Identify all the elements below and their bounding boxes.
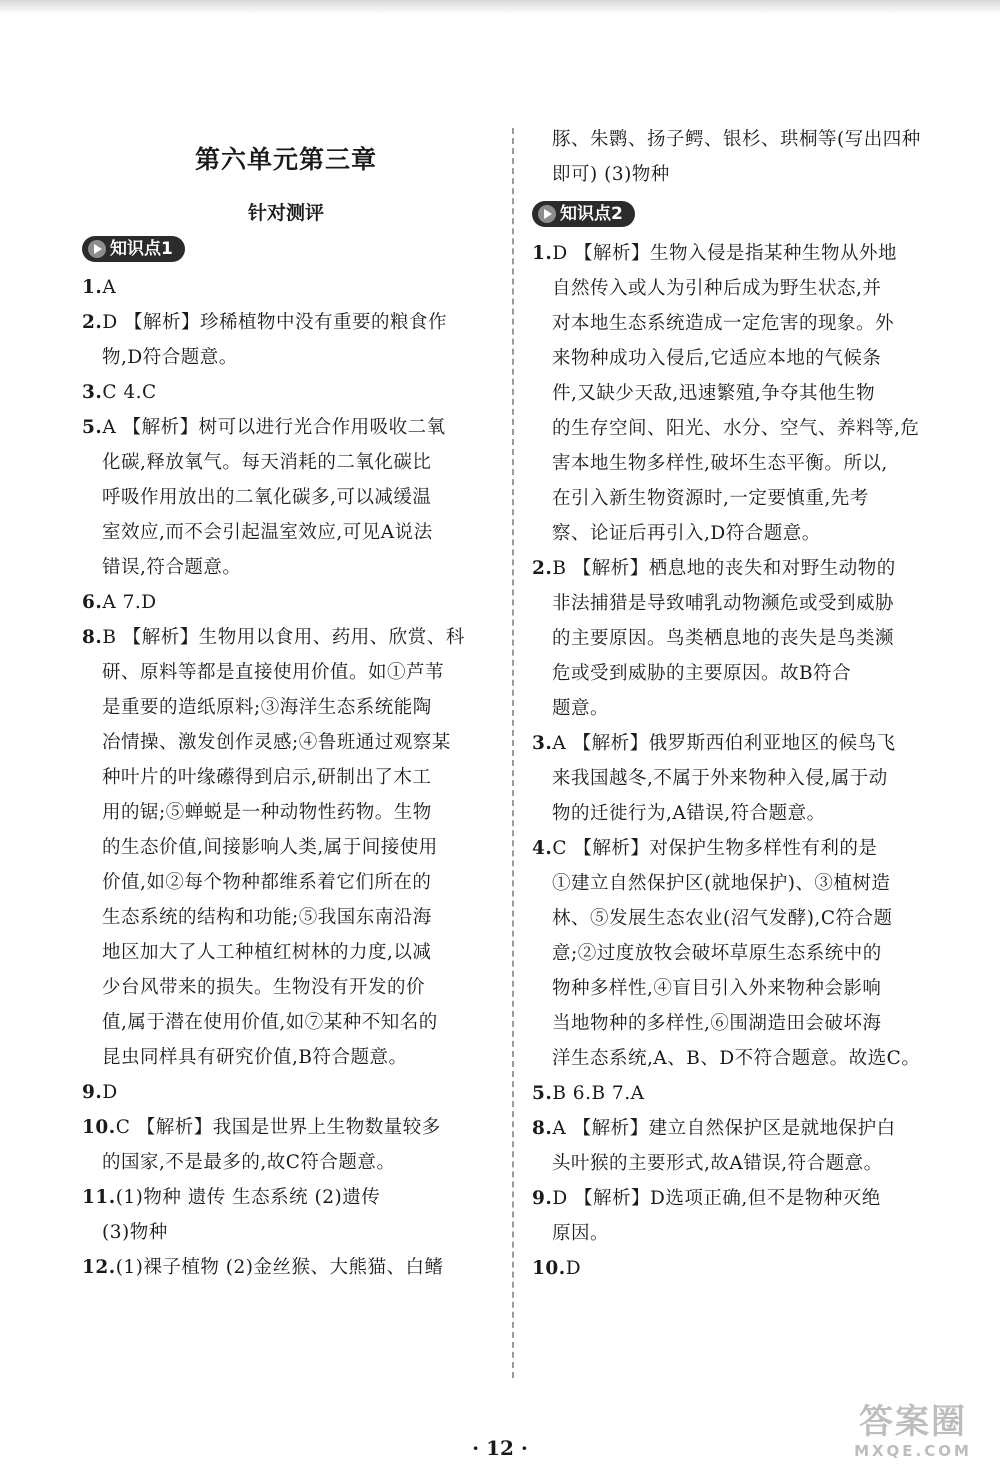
answer-line xyxy=(82,305,490,340)
answer-text: 害本地生物多样性,破坏生态平衡。所以, xyxy=(552,453,888,474)
page-top-edge xyxy=(0,0,1000,14)
answer-text: A xyxy=(102,277,117,298)
answer-item xyxy=(82,620,490,1075)
answer-item xyxy=(532,1251,932,1286)
answer-text: 察、论证后再引入,D符合题意。 xyxy=(552,523,821,544)
question-number: 9. xyxy=(82,1082,103,1103)
answer-text: A 【解析】俄罗斯西伯利亚地区的候鸟飞 xyxy=(552,733,896,754)
question-number: 12. xyxy=(82,1257,116,1278)
section-subtitle: 针对测评 xyxy=(247,202,324,224)
knowledge-point-1-badge xyxy=(82,236,185,262)
answer-line xyxy=(532,1041,932,1076)
question-number: 5. xyxy=(532,1083,553,1104)
answer-text: D 【解析】D选项正确,但不是物种灭绝 xyxy=(552,1188,881,1209)
answer-text: 对本地生态系统造成一定危害的现象。外 xyxy=(552,313,895,334)
answer-item xyxy=(532,1111,932,1181)
answer-line xyxy=(82,270,490,305)
answer-item xyxy=(532,831,932,1076)
answer-line xyxy=(532,761,932,796)
answer-line xyxy=(82,900,490,935)
knowledge-point-2-label: 知识点2 xyxy=(560,204,623,224)
answer-text: (1)裸子植物 (2)金丝猴、大熊猫、白鳍 xyxy=(115,1257,444,1278)
answer-line xyxy=(82,1005,490,1040)
question-number: 2. xyxy=(532,558,553,579)
answer-line xyxy=(532,306,932,341)
answer-text: D 【解析】生物入侵是指某种生物从外地 xyxy=(552,243,898,264)
answer-text: D xyxy=(565,1258,582,1279)
answer-line xyxy=(82,760,490,795)
answer-line xyxy=(82,795,490,830)
answer-text: 的生存空间、阳光、水分、空气、养料等,危 xyxy=(552,418,920,439)
answer-line xyxy=(532,271,932,306)
answer-item xyxy=(532,236,932,551)
answer-text: 当地物种的多样性,⑥围湖造田会破坏海 xyxy=(552,1013,882,1034)
answer-text: 少台风带来的损失。生物没有开发的价 xyxy=(102,977,426,998)
answer-line xyxy=(82,515,490,550)
answer-item xyxy=(532,551,932,726)
question-number: 9. xyxy=(532,1188,553,1209)
answer-text: 呼吸作用放出的二氧化碳多,可以减缓温 xyxy=(102,487,432,508)
answer-text: 自然传入或人为引种后成为野生状态,并 xyxy=(552,278,882,299)
answer-text: B 【解析】生物用以食用、药用、欣赏、科 xyxy=(102,627,465,648)
right-answer-list xyxy=(532,236,932,1286)
answer-line xyxy=(532,236,932,271)
answer-line xyxy=(82,585,490,620)
answer-text: 物的迁徙行为,A错误,符合题意。 xyxy=(552,803,826,824)
answer-line xyxy=(532,1181,932,1216)
answer-line xyxy=(82,375,490,410)
watermark-logo xyxy=(844,1402,982,1466)
answer-text: 生态系统的结构和功能;⑤我国东南沿海 xyxy=(102,907,432,928)
answer-text: 错误,符合题意。 xyxy=(102,557,242,578)
answer-line xyxy=(532,376,932,411)
answer-line xyxy=(532,936,932,971)
answer-line xyxy=(82,865,490,900)
question-number: 6. xyxy=(82,592,103,613)
answer-text: 题意。 xyxy=(552,698,610,719)
answer-line xyxy=(82,480,490,515)
answer-line xyxy=(82,1215,490,1250)
answer-text: 林、⑤发展生态农业(沼气发酵),C符合题 xyxy=(552,908,893,929)
answer-line xyxy=(532,971,932,1006)
answer-text: 来我国越冬,不属于外来物种入侵,属于动 xyxy=(552,768,888,789)
answer-item xyxy=(82,585,490,620)
answer-line xyxy=(82,445,490,480)
answer-line xyxy=(532,901,932,936)
answer-line xyxy=(532,1216,932,1251)
answer-text: 值,属于潜在使用价值,如⑦某种不知名的 xyxy=(102,1012,438,1033)
continued-answer xyxy=(532,122,932,192)
question-number: 8. xyxy=(532,1118,553,1139)
answer-text: 研、原料等都是直接使用价值。如①芦苇 xyxy=(102,662,445,683)
answer-line xyxy=(532,516,932,551)
answer-item xyxy=(532,1076,932,1111)
answer-text: 头叶猴的主要形式,故A错误,符合题意。 xyxy=(552,1153,883,1174)
answer-line xyxy=(82,1075,490,1110)
play-arrow-icon xyxy=(88,240,106,258)
answer-text: A 7.D xyxy=(102,592,157,613)
answer-item xyxy=(82,1110,490,1180)
answer-text: 原因。 xyxy=(552,1223,610,1244)
answer-text: 件,又缺少天敌,迅速繁殖,争夺其他生物 xyxy=(552,383,876,404)
answer-line xyxy=(532,1251,932,1286)
answer-text: 冶情操、激发创作灵感;④鲁班通过观察某 xyxy=(102,732,451,753)
answer-line: 豚、朱鹮、扬子鳄、银杉、珙桐等(写出四种 xyxy=(552,129,921,150)
answer-line xyxy=(532,796,932,831)
answer-text: C 【解析】我国是世界上生物数量较多 xyxy=(115,1117,441,1138)
play-arrow-icon xyxy=(538,205,556,223)
answer-line xyxy=(82,1145,490,1180)
answer-text: 物种多样性,④盲目引入外来物种会影响 xyxy=(552,978,882,999)
watermark-cn: 答案圈 xyxy=(859,1402,967,1442)
question-number: 4. xyxy=(532,838,553,859)
answer-text: 用的锯;⑤蝉蜕是一种动物性药物。生物 xyxy=(102,802,432,823)
answer-text: C 【解析】对保护生物多样性有利的是 xyxy=(552,838,878,859)
question-number: 1. xyxy=(532,243,553,264)
answer-text: 的主要原因。鸟类栖息地的丧失是鸟类濒 xyxy=(552,628,895,649)
answer-line xyxy=(82,1250,490,1285)
answer-text: 种叶片的叶缘礤得到启示,研制出了木工 xyxy=(102,767,432,788)
answer-text: 意;②过度放牧会破坏草原生态系统中的 xyxy=(552,943,882,964)
answer-line xyxy=(532,866,932,901)
answer-line xyxy=(82,690,490,725)
answer-line xyxy=(532,1076,932,1111)
answer-line xyxy=(82,655,490,690)
answer-item xyxy=(82,1075,490,1110)
answer-item xyxy=(82,1250,490,1285)
answer-text: 室效应,而不会引起温室效应,可见A说法 xyxy=(102,522,433,543)
answer-item xyxy=(82,410,490,585)
answer-text: 洋生态系统,A、B、D不符合题意。故选C。 xyxy=(552,1048,921,1069)
answer-text: 危或受到威胁的主要原因。故B符合 xyxy=(552,663,852,684)
knowledge-point-1-label: 知识点1 xyxy=(110,239,173,259)
answer-line xyxy=(532,411,932,446)
answer-text: C 4.C xyxy=(102,382,157,403)
answer-line xyxy=(82,550,490,585)
answer-line xyxy=(532,621,932,656)
watermark-en: MXQE.COM xyxy=(854,1442,972,1460)
answer-line xyxy=(532,341,932,376)
chapter-title: 第六单元第三章 xyxy=(194,145,377,174)
answer-line xyxy=(532,1006,932,1041)
answer-line xyxy=(532,1146,932,1181)
question-number: 1. xyxy=(82,277,103,298)
answer-item xyxy=(82,270,490,305)
column-divider xyxy=(512,128,514,1378)
answer-text: A 【解析】树可以进行光合作用吸收二氧 xyxy=(102,417,446,438)
answer-text: 地区加大了人工种植红树林的力度,以减 xyxy=(102,942,432,963)
answer-text: 的国家,不是最多的,故C符合题意。 xyxy=(102,1152,396,1173)
answer-line xyxy=(82,1040,490,1075)
question-number: 2. xyxy=(82,312,103,333)
answer-text: A 【解析】建立自然保护区是就地保护白 xyxy=(552,1118,896,1139)
question-number: 8. xyxy=(82,627,103,648)
question-number: 3. xyxy=(532,733,553,754)
answer-text: (3)物种 xyxy=(102,1222,168,1243)
answer-line xyxy=(82,410,490,445)
answer-line xyxy=(532,481,932,516)
answer-line xyxy=(532,831,932,866)
answer-line xyxy=(82,935,490,970)
answer-item xyxy=(532,726,932,831)
answer-text: 化碳,释放氧气。每天消耗的二氧化碳比 xyxy=(102,452,432,473)
answer-text: D 【解析】珍稀植物中没有重要的粮食作 xyxy=(102,312,448,333)
knowledge-point-2-badge xyxy=(532,201,635,227)
answer-line xyxy=(532,446,932,481)
answer-line xyxy=(82,970,490,1005)
answer-text: B 【解析】栖息地的丧失和对野生动物的 xyxy=(552,558,896,579)
answer-text: 价值,如②每个物种都维系着它们所在的 xyxy=(102,872,432,893)
answer-line xyxy=(82,620,490,655)
answer-line xyxy=(82,725,490,760)
answer-line xyxy=(532,726,932,761)
answer-line xyxy=(532,586,932,621)
answer-text: 在引入新生物资源时,一定要慎重,先考 xyxy=(552,488,869,509)
question-number: 3. xyxy=(82,382,103,403)
answer-item xyxy=(82,305,490,375)
answer-text: (1)物种 遗传 生态系统 (2)遗传 xyxy=(115,1187,381,1208)
answer-text: ①建立自然保护区(就地保护)、③植树造 xyxy=(552,873,891,894)
answer-item xyxy=(82,1180,490,1250)
question-number: 10. xyxy=(82,1117,116,1138)
question-number: 11. xyxy=(82,1187,116,1208)
answer-text: 是重要的造纸原料;③海洋生态系统能陶 xyxy=(102,697,432,718)
answer-text: 物,D符合题意。 xyxy=(102,347,238,368)
answer-line: 即可) (3)物种 xyxy=(552,164,670,185)
page-number: · 12 · xyxy=(472,1436,528,1460)
answer-line xyxy=(82,340,490,375)
answer-line xyxy=(532,691,932,726)
answer-text: 昆虫同样具有研究价值,B符合题意。 xyxy=(102,1047,408,1068)
answer-text: 非法捕猎是导致哺乳动物濒危或受到威胁 xyxy=(552,593,895,614)
answer-line xyxy=(82,830,490,865)
answer-text: 的生态价值,间接影响人类,属于间接使用 xyxy=(102,837,438,858)
answer-line xyxy=(532,551,932,586)
left-answer-list xyxy=(82,270,490,1285)
question-number: 5. xyxy=(82,417,103,438)
answer-text: B 6.B 7.A xyxy=(552,1083,645,1104)
answer-line xyxy=(532,1111,932,1146)
answer-item xyxy=(82,375,490,410)
question-number: 10. xyxy=(532,1258,566,1279)
answer-line xyxy=(532,656,932,691)
answer-line xyxy=(82,1180,490,1215)
answer-text: D xyxy=(102,1082,118,1103)
answer-text: 来物种成功入侵后,它适应本地的气候条 xyxy=(552,348,882,369)
answer-line xyxy=(82,1110,490,1145)
answer-item xyxy=(532,1181,932,1251)
